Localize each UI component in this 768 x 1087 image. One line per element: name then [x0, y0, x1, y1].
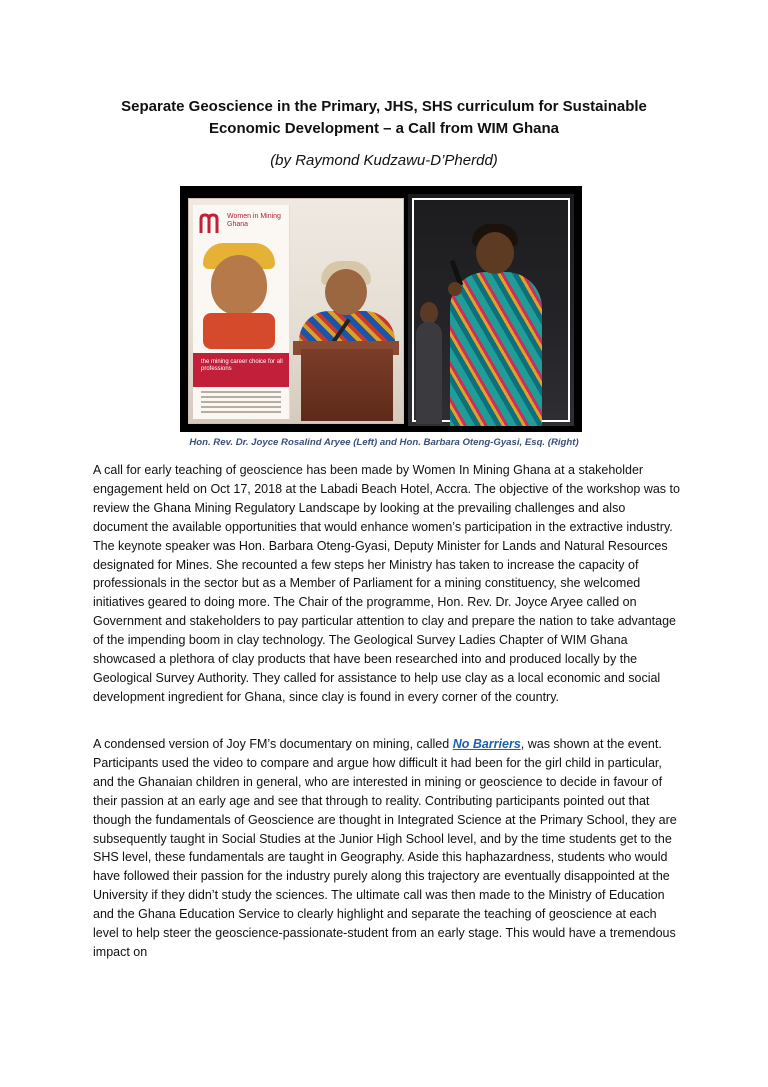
photo-caption: Hon. Rev. Dr. Joyce Rosalind Aryee (Left) and Hon. Barbara Oteng-Gyasi, Esq. (Right) — [189, 437, 579, 448]
paragraph-1: A call for early teaching of geoscience has been made by Women In Mining Ghana at a stakeholder engagement held on Oct 17, 2018 at the Labadi Beach Hotel, Accra. The objective of the workshop was to review the Ghana Mining Regulatory Landscape by looking at the prevailing challenges and also document the available opportunities that would enhance women’s participation in the extractive industry. The keynote speaker was Hon. Barbara Oteng-Gyasi, Deputy Minister for Lands and Natural Resources designated for Mines. She recounted a few steps her Ministry has taken to increase the capacity of professionals in the sector but as a Member of Parliament for a mining constituency, she welcomed initiatives geared to doing more. The Chair of the programme, Hon. Rev. Dr. Joyce Aryee called on Government and stakeholders to pay particular attention to clay and prepare the nation to take advantage of the impending boom in clay technology. The Geological Survey Ladies Chapter of WIM Ghana showcased a plethora of clay products that have been researched into and produced locally by the Geological Survey Authority. They called for assistance to help use clay as a local economic and social development ingredient for Ghana, since clay is found in every corner of the country. — [93, 463, 680, 704]
speaker-right-head — [476, 232, 514, 274]
background-man-head — [420, 302, 438, 324]
wim-logo-icon — [199, 213, 225, 235]
cartoon-face — [211, 255, 267, 315]
podium — [301, 349, 393, 421]
cartoon-scarf — [203, 313, 275, 349]
photo-right-panel — [408, 194, 574, 426]
event-photo — [180, 186, 582, 432]
no-barriers-link[interactable]: No Barriers — [452, 737, 521, 751]
wim-banner — [193, 205, 290, 419]
banner-fine-print — [201, 391, 281, 416]
speaker-left-head — [325, 269, 367, 315]
title-line-2: Economic Development – a Call from WIM Ghana — [208, 120, 560, 137]
author-byline: (by Raymond Kudzawu-D’Pherdd) — [270, 152, 498, 169]
document-title — [80, 96, 688, 140]
speaker-right-hand — [448, 282, 462, 296]
banner-logo-text: Women in Mining Ghana — [227, 213, 281, 228]
banner-red-band — [193, 353, 289, 387]
banner-red-text: the mining career choice for all professions — [201, 359, 283, 372]
paragraph-2-body: , was shown at the event. Participants used the video to compare and argue how difficult it had been for the girl child in particular, and the Ghanaian children in general, who are interested in mining or geoscience to decide in favour of their passion at an early age and see that through to reality. Contributing participants pointed out that though the fundamentals of Geoscience are thought in Integrated Science at the Primary School, they are subsequently taught in Social Studies at the Junior High School level, and by the time students get to the SHS level, these fundamentals are taught in Geography. Aside this haphazardness, students who would have followed their passion for the industry purely along this trajectory are eventually disappointed at the University if they didn’t study the sciences. The ultimate call was then made to the Ministry of Education and the Ghana Education Service to clearly highlight and separate the teaching of geoscience at each level to help steer the geoscience-passionate-student from an early stage. This would have a tremendous impact on — [93, 737, 677, 959]
paragraph-2-lead: A condensed version of Joy FM’s documentary on mining, called — [93, 737, 453, 751]
photo-left-panel — [188, 198, 404, 424]
background-man — [416, 322, 442, 424]
paragraph-2 — [93, 735, 683, 962]
title-line-1: Separate Geoscience in the Primary, JHS, SHS curriculum for Sustainable — [121, 98, 647, 115]
speaker-right-dress — [450, 272, 542, 426]
